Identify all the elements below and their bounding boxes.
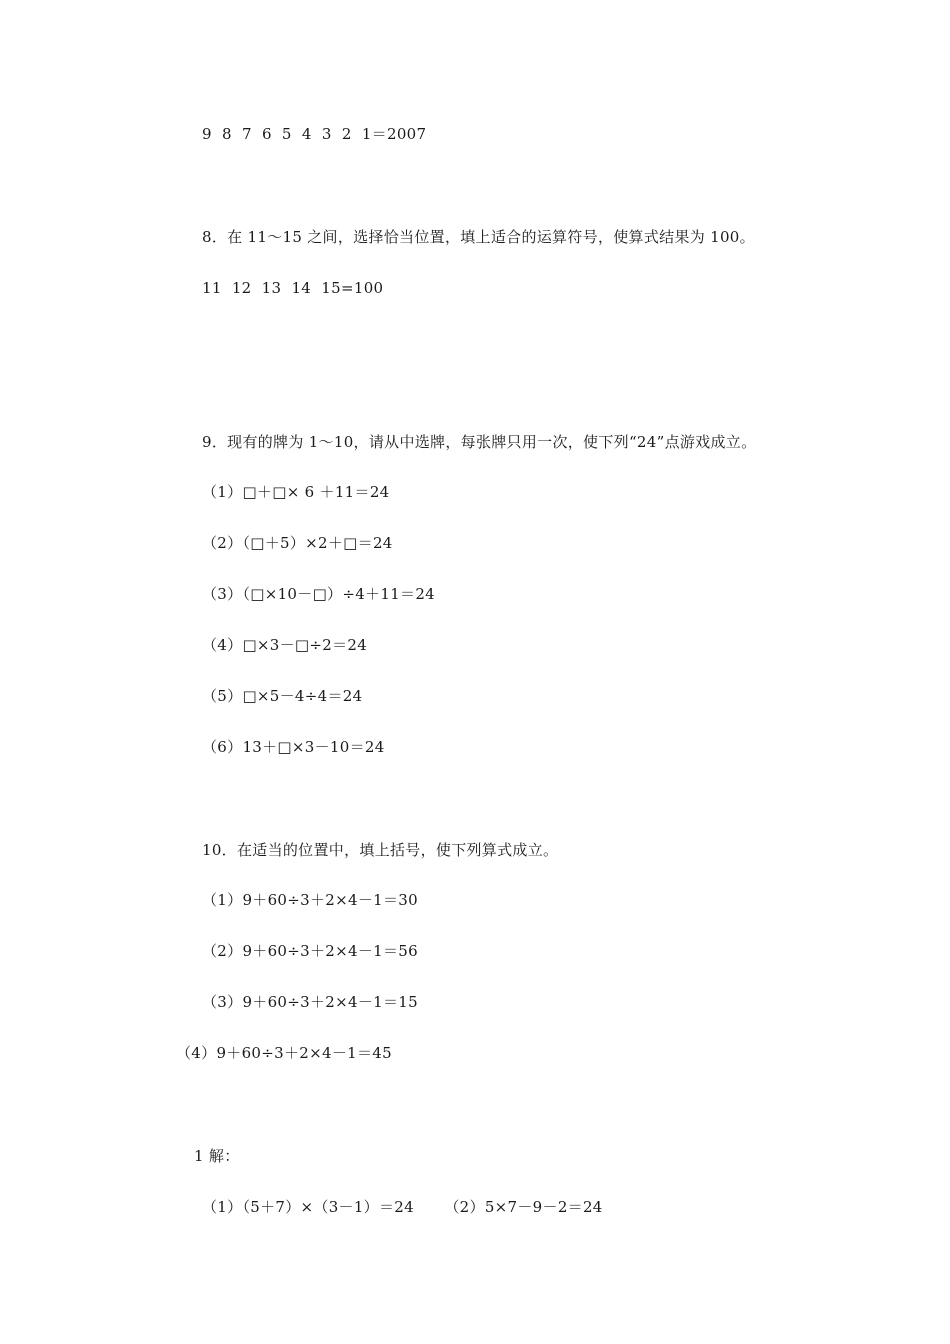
- q9-item-5: （5）□×5－4÷4＝24: [202, 687, 363, 705]
- q9-item-6: （6）13＋□×3－10＝24: [202, 738, 385, 756]
- q9-item-4: （4）□×3－□÷2＝24: [202, 636, 368, 654]
- q9-prompt: 9．现有的牌为 1～10，请从中选牌，每张牌只用一次，使下列“24”点游戏成立。: [202, 433, 757, 451]
- q10-item-1: （1）9＋60÷3＋2×4－1＝30: [202, 891, 418, 909]
- q10-item-3: （3）9＋60÷3＋2×4－1＝15: [202, 993, 418, 1011]
- q7-equation: 9 8 7 6 5 4 3 2 1＝2007: [202, 125, 427, 143]
- q8-prompt: 8．在 11～15 之间，选择恰当位置，填上适合的运算符号，使算式结果为 100。: [202, 228, 755, 246]
- q9-item-1: （1）□＋□× 6 ＋11＝24: [202, 483, 390, 501]
- q10-item-2: （2）9＋60÷3＋2×4－1＝56: [202, 942, 418, 960]
- q10-item-4: （4）9＋60÷3＋2×4－1＝45: [176, 1044, 392, 1062]
- q10-prompt: 10．在适当的位置中，填上括号，使下列算式成立。: [202, 841, 559, 859]
- q9-item-3: （3）（□×10－□）÷4＋11＝24: [202, 585, 436, 603]
- answers-line-1: （1）（5＋7）×（3－1）＝24 （2）5×7－9－2＝24: [202, 1198, 603, 1216]
- q9-item-2: （2）（□＋5）×2＋□＝24: [202, 534, 393, 552]
- q8-equation: 11 12 13 14 15=100: [202, 279, 384, 297]
- answers-heading: 1 解：: [194, 1147, 240, 1165]
